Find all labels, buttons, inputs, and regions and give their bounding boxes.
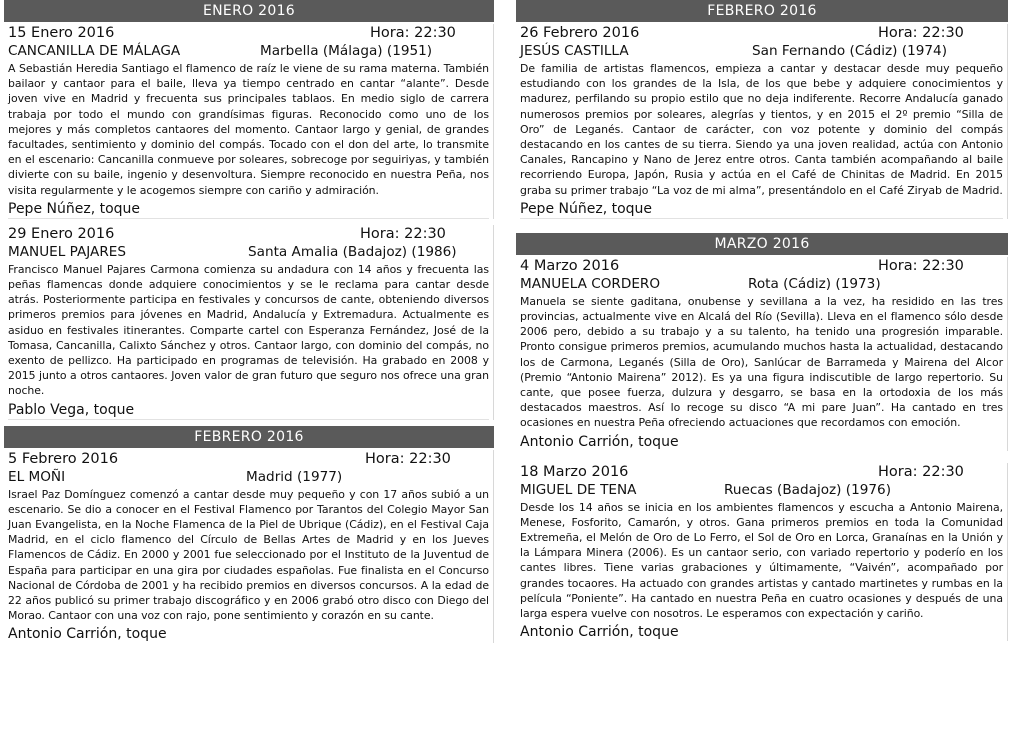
event-time: Hora: 22:30: [878, 463, 964, 480]
event-manuel-pajares: [4, 225, 494, 420]
artist-name: CANCANILLA DE MÁLAGA: [8, 43, 181, 59]
guitarist: Antonio Carrión, toque: [520, 624, 679, 641]
artist-bio: De familia de artistas flamencos, empieza a cantar y destacar desde muy pequeño estudiando con los grandes de la Isla, de los que bebe y adquiere conocimientos y madurez, perfilando su propio estilo que no deja indiferente. Recorre Andalucía ganado numerosos premios por soleares, alegrías y tientos, y en 2015 el 2º premio “Silla de Oro” de Leganés. Cantaor de carácter, con voz potente y dominio del compás destacando en los cantes de su tierra. Siendo ya una joven realidad, actúa con Antonio Canales, Rancapino y Nano de Jerez entre otros. Canta también acompañando al baile recorriendo Europa, Japón, Rusia y actúa en el Café de Chinitas de Madrid. En 2015 graba su primer trabajo “La voz de mi alma”, presentándolo en el Café Ziryab de Madrid.: [520, 62, 1003, 197]
artist-origin: Marbella (Málaga) (1951): [260, 43, 433, 59]
artist-name: MANUELA CORDERO: [520, 275, 661, 292]
artist-name: EL MOÑI: [8, 468, 66, 485]
event-cancanilla: [4, 24, 494, 219]
event-date: 15 Enero 2016: [8, 25, 115, 41]
guitarist: Pepe Núñez, toque: [8, 200, 489, 219]
artist-bio: Francisco Manuel Pajares Carmona comienza su andadura con 14 años y frecuenta las peñas flamencas donde adquiere conocimientos y se le reclama para cantar desde atrás. Posteriormente participa en festivales y concursos de cante, obteniendo diversos primeros premios para jóvenes en Madrid, Andalucía y Extremadura. Actualmente es asiduo en festivales itinerantes. Comparte cartel con Esperanza Fernández, José de la Tomasa, Cancanilla, Calixto Sánchez y otros. Cantaor largo, con dominio del compás, no exento de pellizco. Ha participado en programas de televisión. Ha grabado en 2008 y 2015 junto a otros cantaores. Joven valor de gran futuro que seguro nos ofrece una gran noche.: [8, 262, 489, 398]
artist-bio: Israel Paz Domínguez comenzó a cantar desde muy pequeño y con 17 años subió a un escenario. Se dio a conocer en el Festival Flamenco por Tarantos del Colegio Mayor San Juan Evangelista, en la Noche Flamenca de la Piel de Ubrique (Cádiz), en el Festival Caja Madrid, en el ciclo flamenco del Círculo de Bellas Artes de Madrid y en los Jueves Flamencos de Cádiz. En 2000 y 2001 fue seleccionado por el Instituto de la Juventud de España para participar en una gira por ciudades españolas. Fue finalista en el Concurso Nacional de Córdoba de 2001 y ha recibido premios en diversos concursos. A la edad de 22 años publicó su primer trabajo discográfico y en 2006 grabó otro disco con Diego del Morao. Cantaor con una voz con rajo, pone sentimiento y corazón en su cante.: [8, 487, 489, 623]
event-el-moni: [4, 450, 494, 644]
artist-bio: Desde los 14 años se inicia en los ambientes flamencos y escucha a Antonio Mairena, Menese, Fosforito, Camarón, y otros. Gana primeros premios en toda la Comunidad Extremeña, el Melón de Oro de Lo Ferro, el Sol de Oro en Lorca, Granaínas en la Unión y la Lámpara Minera (2006). Es un cantaor serio, con variado repertorio y poderío en los cantes libres. Tiene varias grabaciones y últimamente, “Vaivén”, acompañado por grandes tocaores. Ha actuado con grandes artistas y cantado martinetes y rumbas en la película “Poniente”. Ha cantado en nuestra Peña en cuatro ocasiones y después de una larga espera vuelve con nosotros. Le esperamos con expectación y cariño.: [520, 500, 1003, 621]
artist-name: JESÚS CASTILLA: [520, 43, 629, 59]
artist-origin: Rota (Cádiz) (1973): [748, 275, 881, 292]
artist-origin: San Fernando (Cádiz) (1974): [752, 43, 948, 59]
artist-origin: Santa Amalia (Badajoz) (1986): [248, 243, 457, 260]
event-time: Hora: 22:30: [360, 225, 446, 242]
artist-name: MIGUEL DE TENA: [520, 481, 637, 498]
right-column: [516, 0, 1008, 641]
event-date: 26 Febrero 2016: [520, 25, 640, 41]
event-date: 4 Marzo 2016: [520, 257, 620, 274]
left-column: [4, 0, 494, 643]
guitarist: Antonio Carrión, toque: [8, 626, 167, 643]
month-header-febrero: FEBRERO 2016: [516, 0, 1008, 22]
artist-origin: Ruecas (Badajoz) (1976): [724, 481, 891, 498]
guitarist: Antonio Carrión, toque: [520, 433, 679, 450]
event-date: 29 Enero 2016: [8, 225, 115, 242]
artist-name: MANUEL PAJARES: [8, 243, 126, 260]
event-time: Hora: 22:30: [878, 257, 964, 274]
month-header-febrero: FEBRERO 2016: [4, 426, 494, 448]
event-date: 18 Marzo 2016: [520, 463, 629, 480]
event-date: 5 Febrero 2016: [8, 450, 119, 467]
artist-bio: Manuela se siente gaditana, onubense y sevillana a la vez, ha residido en las tres provincias, actualmente vive en Alcalá del Río (Sevilla). Lleva en el flamenco sólo desde 2006 pero, debido a su trabajo y a su talento, ha tenido una progresión imparable. Pronto consigue primeros premios, acumulando muchos hasta la actualidad, destacando los de Carmona, Leganés (Silla de Oro), Sanlúcar de Barrameda y Mairena del Alcor (Premio “Antonio Mairena” 2012). Es ya una figura indiscutible de largo repertorio. Su cante, que posee fuerza, dulzura y desgarro, se basa en la ortodoxia de los más destacados maestros. Así lo recoge su disco “A mi pare Juan”. Ha cantado en tres ocasiones en nuestra Peña ofreciendo actuaciones que recordamos con emoción.: [520, 294, 1003, 430]
event-time: Hora: 22:30: [878, 25, 964, 41]
event-miguel-de-tena: [516, 463, 1008, 642]
month-header-enero: ENERO 2016: [4, 0, 494, 22]
artist-origin: Madrid (1977): [246, 468, 343, 485]
month-header-marzo: MARZO 2016: [516, 233, 1008, 255]
guitarist: Pepe Núñez, toque: [520, 200, 1003, 219]
event-jesus-castilla: [516, 24, 1008, 219]
artist-bio: A Sebastián Heredia Santiago el flamenco de raíz le viene de su rama materna. También bailaor y cantaor para el baile, lleva ya tiempo centrado en cantar “alante”. Desde joven vive en Madrid y frecuenta sus principales tablaos. En medio siglo de carrera trabaja por todo el mundo con grandísimas figuras. Reconocido como uno de los mejores y más completos cantaores del momento. Cantaor largo y genial, de grandes facultades, sentimiento y dominio del compás. Tocado con el don del arte, lo transmite en el escenario: Cancanilla conmueve por soleares, sobrecoge por seguiriyas, y también divierte con su baile, ingenio y desenvoltura. Siempre reconocido en nuestra Peña, nos visita regularmente y le acogemos siempre con cariño y admiración.: [8, 62, 489, 197]
event-time: Hora: 22:30: [370, 25, 456, 41]
event-manuela-cordero: [516, 257, 1008, 451]
guitarist: Pablo Vega, toque: [8, 401, 489, 420]
event-time: Hora: 22:30: [365, 450, 451, 467]
